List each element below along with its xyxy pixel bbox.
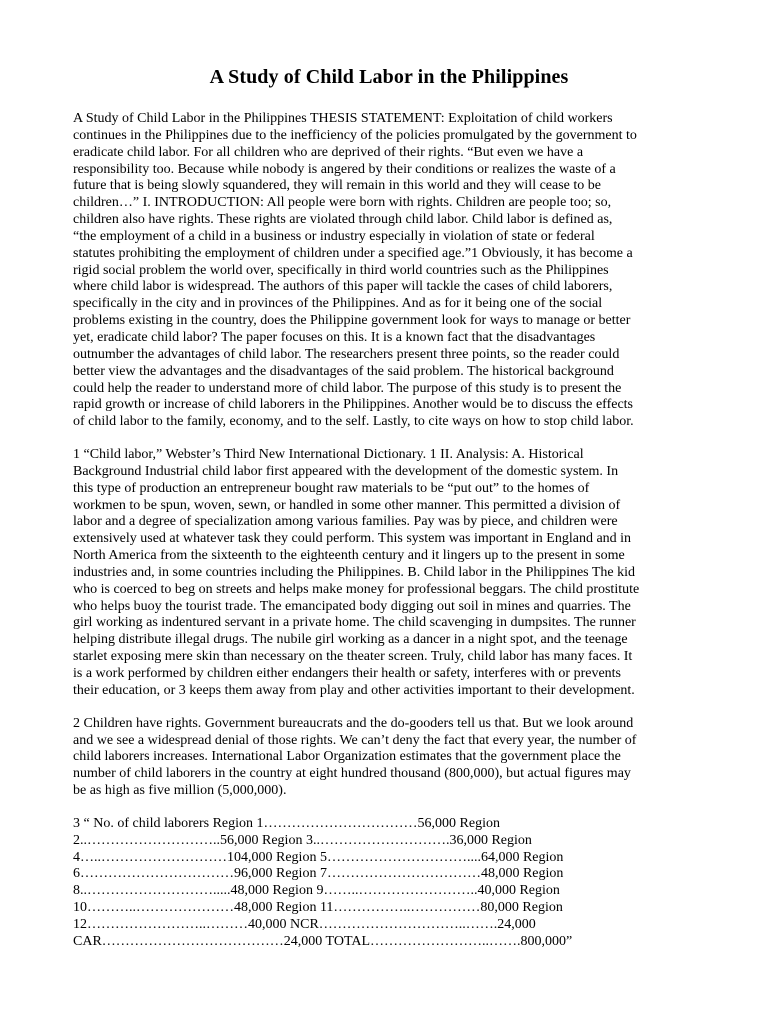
text-line: Background Industrial child labor first appeared with the development of the domestic system. In [73,463,619,479]
text-line: 6……………………………96,000 Region 7……………………………48,000 Region [73,866,564,882]
text-line: A Study of Child Labor in the Philippines THESIS STATEMENT: Exploitation of child workers [73,111,613,126]
text-line: number of child laborers in the country at eight hundred thousand (800,000), but actual figures may [73,766,631,782]
paragraph-thesis-introduction [73,111,705,431]
text-line: their education, or 3 keeps them away from play and other activities important to their development. [73,682,635,698]
text-line: 4…..………………………104,000 Region 5…………………………....64,000 Region [73,849,564,865]
text-line: 1 “Child labor,” Webster’s Third New International Dictionary. 1 II. Analysis: A. Historical [73,447,584,463]
text-line: responsibility too. Because while nobody is angered by their conditions or realizes the waste of a [73,161,616,177]
text-line: better view the advantages and the disadvantages of the said problem. The historical background [73,363,614,379]
paragraph-historical-background [73,447,705,700]
text-line: is a work performed by children either endangers their health or safety, interferes with or prevents [73,666,621,681]
text-line: starlet exposing mere skin than necessary on the theater screen. Truly, child labor has many faces. It [73,649,633,665]
text-line: problems existing in the country, does the Philippine government look for ways to manage or better [73,313,631,329]
text-line: 2 Children have rights. Government bureaucrats and the do-gooders tell us that. But we look around [73,715,634,731]
text-line: industries and, in some countries including the Philippines. B. Child labor in the Philippines The kid [73,564,636,580]
text-line: continues in the Philippines due to the inefficiency of the policies promulgated by the government to [73,127,637,143]
text-line: this type of production an entrepreneur bought raw materials to be “put out” to the homes of [73,480,590,496]
text-line: 10………..…………………48,000 Region 11……………..……………80,000 Region [73,900,563,916]
document-title: A Study of Child Labor in the Philippines [209,66,569,88]
text-line: child laborers increases. International Labor Organization estimates that the government place the [73,749,621,765]
text-line: 2..………………………..56,000 Region 3..……………………….36,000 Region [73,832,532,848]
text-line: statutes prohibiting the employment of children under a specified age.”1 Obviously, it has become a [73,245,633,261]
text-line: yet, eradicate child labor? The paper focuses on this. It is a known fact that the disadvantages [73,329,596,345]
text-line: and we see a widespread denial of those rights. We can’t deny the fact that every year, the number of [73,732,637,748]
text-line: helping distribute illegal drugs. The nubile girl working as a dancer in a night spot, and the teenage [73,632,628,648]
text-line: who is coerced to beg on streets and helps make money for professional beggars. The child prostitute [73,581,640,597]
text-line: North America from the sixteenth to the eighteenth century and it lingers up to the present in some [73,548,625,564]
text-line: children…” I. INTRODUCTION: All people were born with rights. Children are people too; so, [73,195,612,211]
text-line: CAR…………………………………24,000 TOTAL……………………..…….800,000” [73,933,573,949]
text-line: rigid social problem the world over, specifically in third world countries such as the Philippines [73,262,609,278]
paragraph-children-rights [73,716,705,800]
text-line: be as high as five million (5,000,000). [73,783,287,799]
document-page [73,0,705,951]
paragraph-region-statistics [73,816,705,951]
text-line: outnumber the advantages of child labor. The researchers present three points, so the reader could [73,346,620,362]
text-line: specifically in the city and in provinces of the Philippines. And as for it being one of the social [73,296,603,312]
text-line: where child labor is widespread. The authors of this paper will tackle the cases of child laborers, [73,279,613,295]
text-line: children also have rights. These rights are violated through child labor. Child labor is defined as, [73,212,613,228]
text-line: extensively used at whatever task they could perform. This system was important in England and in [73,531,632,547]
text-line: 3 “ No. of child laborers Region 1……………………………56,000 Region [73,815,500,831]
text-line: could help the reader to understand more of child labor. The purpose of this study is to present the [73,380,622,396]
text-line: workmen to be spun, woven, sewn, or handled in some other manner. This permitted a division of [73,497,621,513]
text-line: eradicate child labor. For all children who are deprived of their rights. “But even we have a [73,144,584,160]
text-line: girl working as indentured servant in a private home. The child scavenging in dumpsites. The runner [73,615,636,631]
text-line: of child labor to the family, economy, and to the self. Lastly, to cite ways on how to stop child labor. [73,414,634,430]
text-line: “the employment of a child in a business or industry especially in violation of state or federal [73,228,595,244]
text-line: future that is being slowly squandered, they will remain in this world and they will cease to be [73,178,601,194]
text-line: 8..……………………….....48,000 Region 9……..……………………..40,000 Region [73,883,560,899]
text-line: who helps buoy the tourist trade. The emancipated body digging out soil in mines and quarries. The [73,598,631,614]
text-line: rapid growth or increase of child laborers in the Philippines. Another would be to discuss the effects [73,397,633,413]
text-line: labor and a degree of specialization among various families. Pay was by piece, and children were [73,514,618,530]
text-line: 12……………………..………40,000 NCR…………………………..…….24,000 [73,916,536,932]
